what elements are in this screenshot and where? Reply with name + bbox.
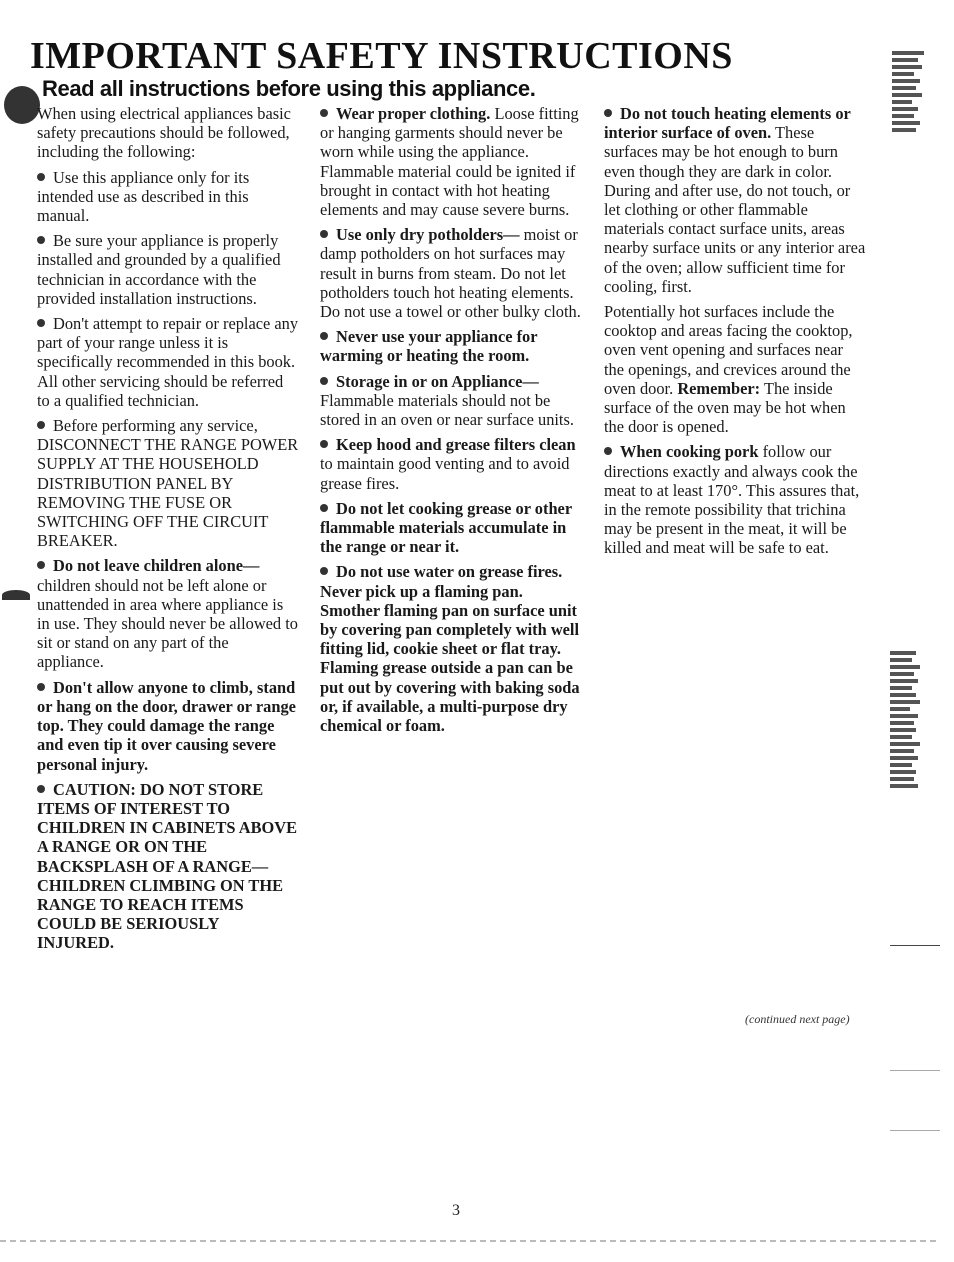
- bullet-icon: [37, 785, 45, 793]
- margin-rule: [890, 945, 940, 946]
- page-number: 3: [452, 1202, 460, 1219]
- bullet-icon: [320, 440, 328, 448]
- instruction-item: Never use your appliance for warming or heating the room.: [320, 327, 538, 366]
- instruction-item: Be sure your appliance is properly installed and grounded by a qualified technician in accordance with the provided installation instructions.: [37, 231, 281, 308]
- instruction-item: Before performing any service, DISCONNECT THE RANGE POWER SUPPLY AT THE HOUSEHOLD DISTRIBUTION PANEL BY REMOVING THE FUSE OR SWITCHING OFF THE CIRCUIT BREAKER.: [37, 416, 299, 551]
- margin-rule: [890, 1070, 940, 1071]
- scan-edge: [0, 1240, 940, 1242]
- instruction-item: Storage in or on Appliance— Flammable materials should not be stored in an oven or near surface units.: [320, 371, 574, 430]
- intro-paragraph: When using electrical appliances basic safety precautions should be followed, including the following:: [37, 104, 291, 162]
- instruction-item: Keep hood and grease filters clean to maintain good venting and to avoid grease fires.: [320, 435, 576, 493]
- page-title: IMPORTANT SAFETY INSTRUCTIONS: [30, 35, 733, 77]
- margin-marks-top: [892, 48, 932, 135]
- margin-mark-icon: [2, 590, 30, 600]
- instruction-item: When cooking pork follow our directions exactly and always cook the meat to at least 170°. This assures that, in the remote possibility that trichina may be present in the meat, it will be killed and meat will be safe to eat.: [604, 442, 860, 558]
- instruction-item: Use only dry potholders— moist or damp potholders on hot surfaces may result in burns from steam. Do not let potholders touch hot heating elements. Do not use a towel or other bulky cloth.: [320, 225, 581, 322]
- margin-marks-bottom: [890, 648, 930, 791]
- bullet-icon: [320, 377, 328, 385]
- instruction-item: Do not leave children alone— children should not be left alone or unattended in area where appliance is in use. They should never be allowed to sit or stand on any part of the appliance.: [37, 556, 298, 672]
- bullet-icon: [37, 421, 45, 429]
- instruction-item: Wear proper clothing. Loose fitting or hanging garments should never be worn while using the appliance. Flammable material could be ignited if brought in contact with hot heating elements and may cause severe burns.: [320, 104, 579, 220]
- bullet-icon: [320, 332, 328, 340]
- column-left: [37, 104, 299, 959]
- column-right: [604, 104, 866, 564]
- caution-item: CAUTION: DO NOT STORE ITEMS OF INTEREST TO CHILDREN IN CABINETS ABOVE A RANGE OR ON THE BACKSPLASH OF A RANGE—CHILDREN CLIMBING ON THE RANGE TO REACH ITEMS COULD BE SERIOUSLY INJURED.: [37, 779, 298, 953]
- bullet-icon: [37, 236, 45, 244]
- instruction-item: Use this appliance only for its intended use as described in this manual.: [37, 167, 250, 226]
- instruction-item: Do not let cooking grease or other flammable materials accumulate in the range or near it.: [320, 498, 572, 557]
- bullet-icon: [320, 230, 328, 238]
- bullet-icon: [37, 561, 45, 569]
- continued-note: (continued next page): [745, 1012, 850, 1026]
- bullet-icon: [37, 683, 45, 691]
- bullet-icon: [37, 173, 45, 181]
- instruction-item: Don't attempt to repair or replace any part of your range unless it is specifically recommended in this book. All other servicing should be referred to a qualified technician.: [37, 314, 299, 410]
- bullet-icon: [320, 567, 328, 575]
- bullet-icon: [37, 319, 45, 327]
- bullet-icon: [320, 109, 328, 117]
- instruction-item: Don't allow anyone to climb, stand or hang on the door, drawer or range top. They could damage the range and even tip it over causing severe personal injury.: [37, 677, 296, 774]
- bullet-icon: [320, 504, 328, 512]
- instruction-item: Do not touch heating elements or interior surface of oven. These surfaces may be hot enough to burn even though they are dark in color. During and after use, do not touch, or let clothing or other flammable materials contact surface units, areas nearby surface units or any interior area of the oven; allow sufficient time for cooling, first.: [604, 104, 866, 296]
- section-subtitle: Read all instructions before using this appliance.: [42, 76, 536, 101]
- bullet-icon: [604, 109, 612, 117]
- instruction-item: Do not use water on grease fires. Never pick up a flaming pan. Smother flaming pan on surface unit by covering pan completely with well fitting lid, cookie sheet or flat tray. Flaming grease outside a pan can be put out by covering with baking soda or, if available, a multi-purpose dry chemical or foam.: [320, 562, 580, 736]
- section-bullet-icon: [4, 86, 40, 124]
- hot-surfaces-paragraph: Potentially hot surfaces include the cooktop and areas facing the cooktop, oven vent opening and surfaces near the openings, and crevices around the oven door. Remember: The inside surface of the oven may be hot when the door is opened.: [604, 302, 853, 437]
- column-middle: [320, 104, 586, 741]
- margin-rule: [890, 1130, 940, 1131]
- bullet-icon: [604, 447, 612, 455]
